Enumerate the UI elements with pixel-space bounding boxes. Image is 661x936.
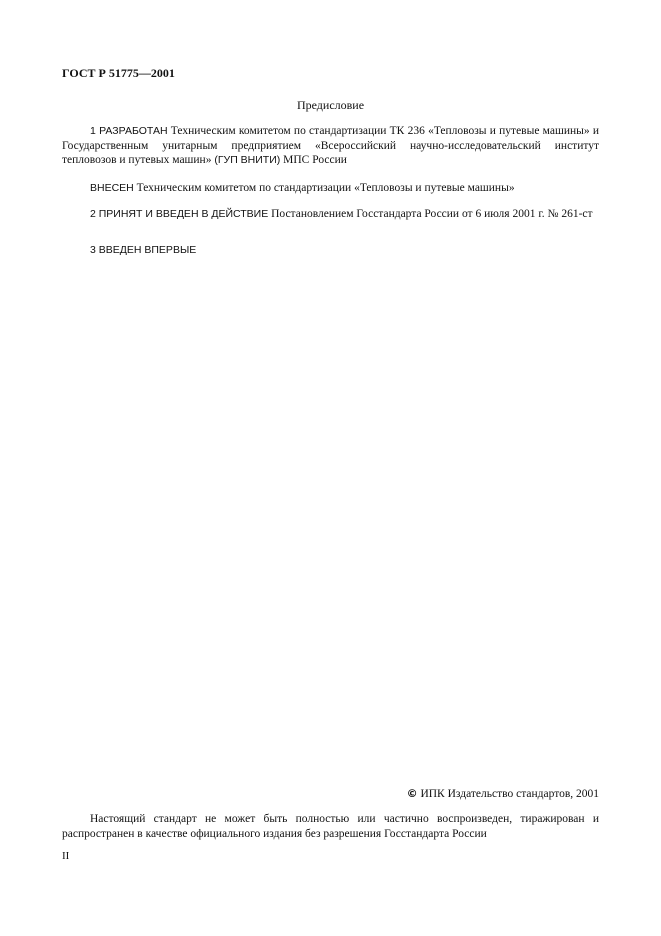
introduced-lead: ВНЕСЕН (90, 182, 134, 194)
first-introduced-lead: 3 ВВЕДЕН ВПЕРВЫЕ (90, 244, 197, 256)
copyright-line (407, 787, 599, 802)
preface-item-introduced (62, 181, 599, 196)
preface-item-first-introduced (62, 243, 599, 258)
developed-text: Техническим комитетом по стандартизации ТК 236 «Тепловозы и путевые машины» и Государственным унитарным предприятием «Всероссийский научно-исследовательский институт тепловозов и путевых машин» (62, 125, 599, 166)
copyright-text: ИПК Издательство стандартов, 2001 (420, 788, 599, 800)
developed-lead: 1 РАЗРАБОТАН (90, 125, 168, 137)
reproduction-notice: Настоящий стандарт не может быть полностью или частично воспроизведен, тиражирован и распространен в качестве официального издания без разрешения Госстандарта России (62, 813, 599, 840)
preface-item-developed (62, 124, 599, 168)
copyright-icon: © (406, 787, 418, 800)
preface-title: Предисловие (296, 98, 365, 112)
document-designation: ГОСТ Р 51775—2001 (62, 66, 175, 80)
introduced-text: Техническим комитетом по стандартизации «Тепловозы и путевые машины» (136, 182, 515, 194)
preface-item-adopted (62, 207, 599, 222)
adopted-lead: 2 ПРИНЯТ И ВВЕДЕН В ДЕЙСТВИЕ (90, 208, 269, 220)
adopted-text: Постановлением Госстандарта России от 6 июля 2001 г. № 261-ст (271, 208, 593, 220)
page-number: II (62, 850, 70, 862)
developed-tail: МПС России (283, 154, 347, 166)
developed-org: (ГУП ВНИТИ) (214, 154, 281, 166)
